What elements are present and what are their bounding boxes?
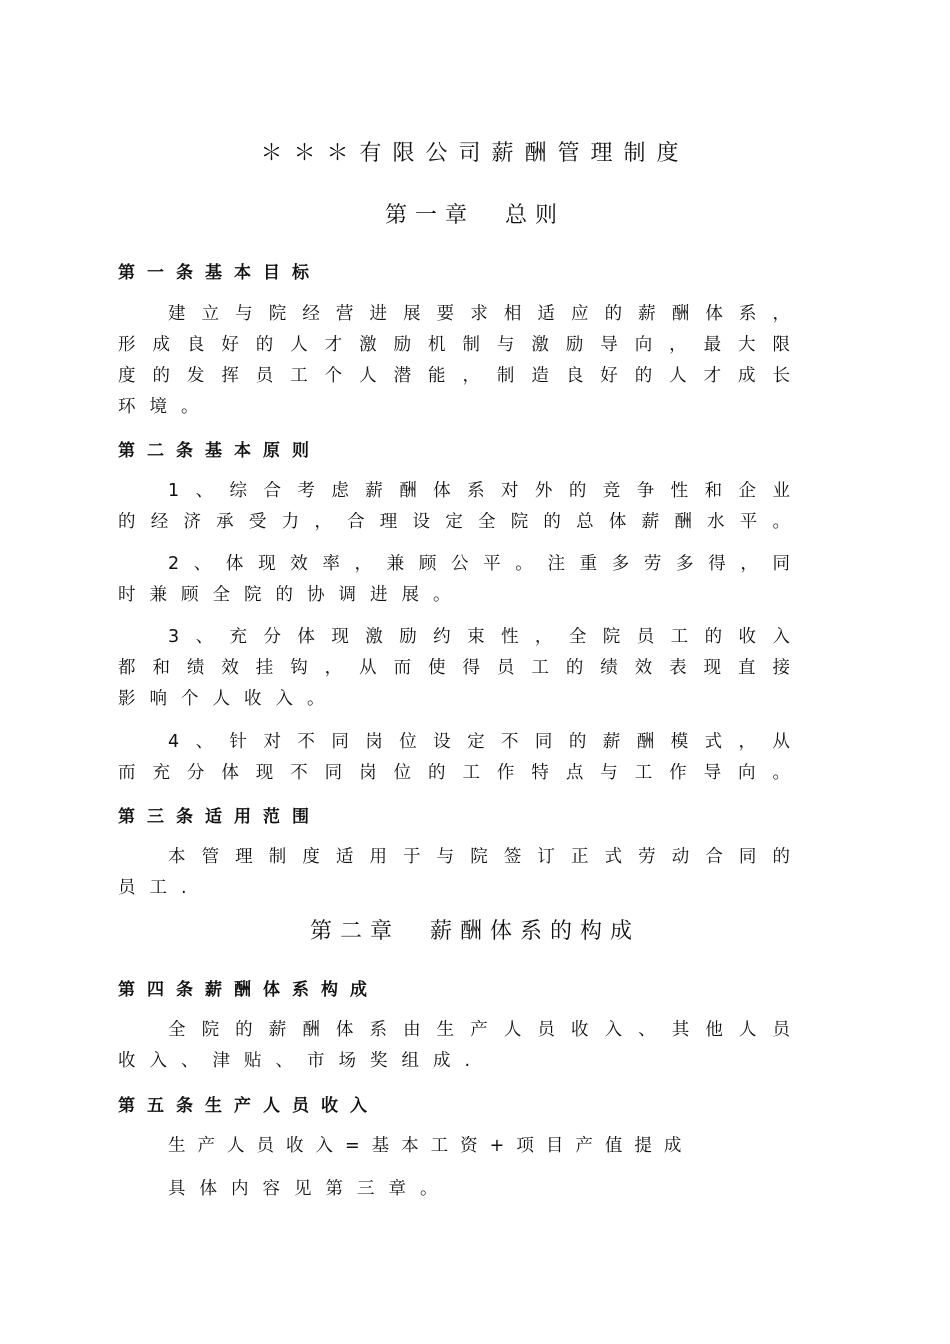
text-line: 都和绩效挂钩，从而使得员工的绩效表现直接 xyxy=(118,658,790,678)
formula-line: 生产人员收入=基本工资+项目产值提成 xyxy=(168,1136,694,1156)
chapter-2-label: 第二章 xyxy=(309,919,400,944)
article-2-item-1 xyxy=(118,476,790,538)
text-line: 而充分体现不同岗位的工作特点与工作导向。 xyxy=(118,763,790,783)
text-line: 形成良好的人才激励机制与激励导向，最大限 xyxy=(118,335,790,355)
article-2-item-3 xyxy=(118,622,790,715)
document-title: ＊＊＊有限公司薪酬管理制度 xyxy=(260,141,690,166)
text-line: 环境。 xyxy=(118,397,213,417)
article-4-heading: 第四条薪酬体系构成 xyxy=(118,980,379,1000)
article-3-body xyxy=(118,842,790,904)
article-5-note xyxy=(118,1174,790,1205)
article-5-body xyxy=(118,1131,790,1162)
text-line: 影响个人收入。 xyxy=(118,689,339,709)
text-line: 收入、津贴、市场奖组成. xyxy=(118,1051,485,1071)
chapter-1-name: 总则 xyxy=(505,203,566,228)
text-line: 1、综合考虑薪酬体系对外的竞争性和企业 xyxy=(168,481,790,501)
text-line: 的经济承受力，合理设定全院的总体薪酬水平。 xyxy=(118,512,790,532)
text-line: 2、体现效率，兼顾公平。注重多劳多得，同 xyxy=(168,554,790,574)
text-line: 员工. xyxy=(118,878,201,898)
chapter-2-heading xyxy=(0,916,950,948)
article-1-heading: 第一条基本目标 xyxy=(118,263,321,283)
article-2-heading: 第二条基本原则 xyxy=(118,441,321,461)
text-line: 本管理制度适用于与院签订正式劳动合同的 xyxy=(168,847,790,867)
text-line: 具体内容见第三章。 xyxy=(168,1179,452,1199)
article-2-item-4 xyxy=(118,727,790,789)
text-line: 全院的薪酬体系由生产人员收入、其他人员 xyxy=(168,1020,790,1040)
chapter-2-name: 薪酬体系的构成 xyxy=(430,919,641,944)
article-4-body xyxy=(118,1015,790,1077)
text-line: 度的发挥员工个人潜能，制造良好的人才成长 xyxy=(118,366,790,386)
article-5-heading: 第五条生产人员收入 xyxy=(118,1096,379,1116)
article-1-body xyxy=(118,299,790,423)
text-line: 时兼顾全院的协调进展。 xyxy=(118,585,465,605)
text-line: 4、针对不同岗位设定不同的薪酬模式，从 xyxy=(168,732,790,752)
text-line: 建立与院经营进展要求相适应的薪酬体系， xyxy=(168,304,790,324)
chapter-1-label: 第一章 xyxy=(384,203,475,228)
article-3-heading: 第三条适用范围 xyxy=(118,807,321,827)
chapter-1-heading xyxy=(0,200,950,232)
article-2-item-2 xyxy=(118,549,790,611)
text-line: 3、充分体现激励约束性，全院员工的收入 xyxy=(168,627,790,647)
